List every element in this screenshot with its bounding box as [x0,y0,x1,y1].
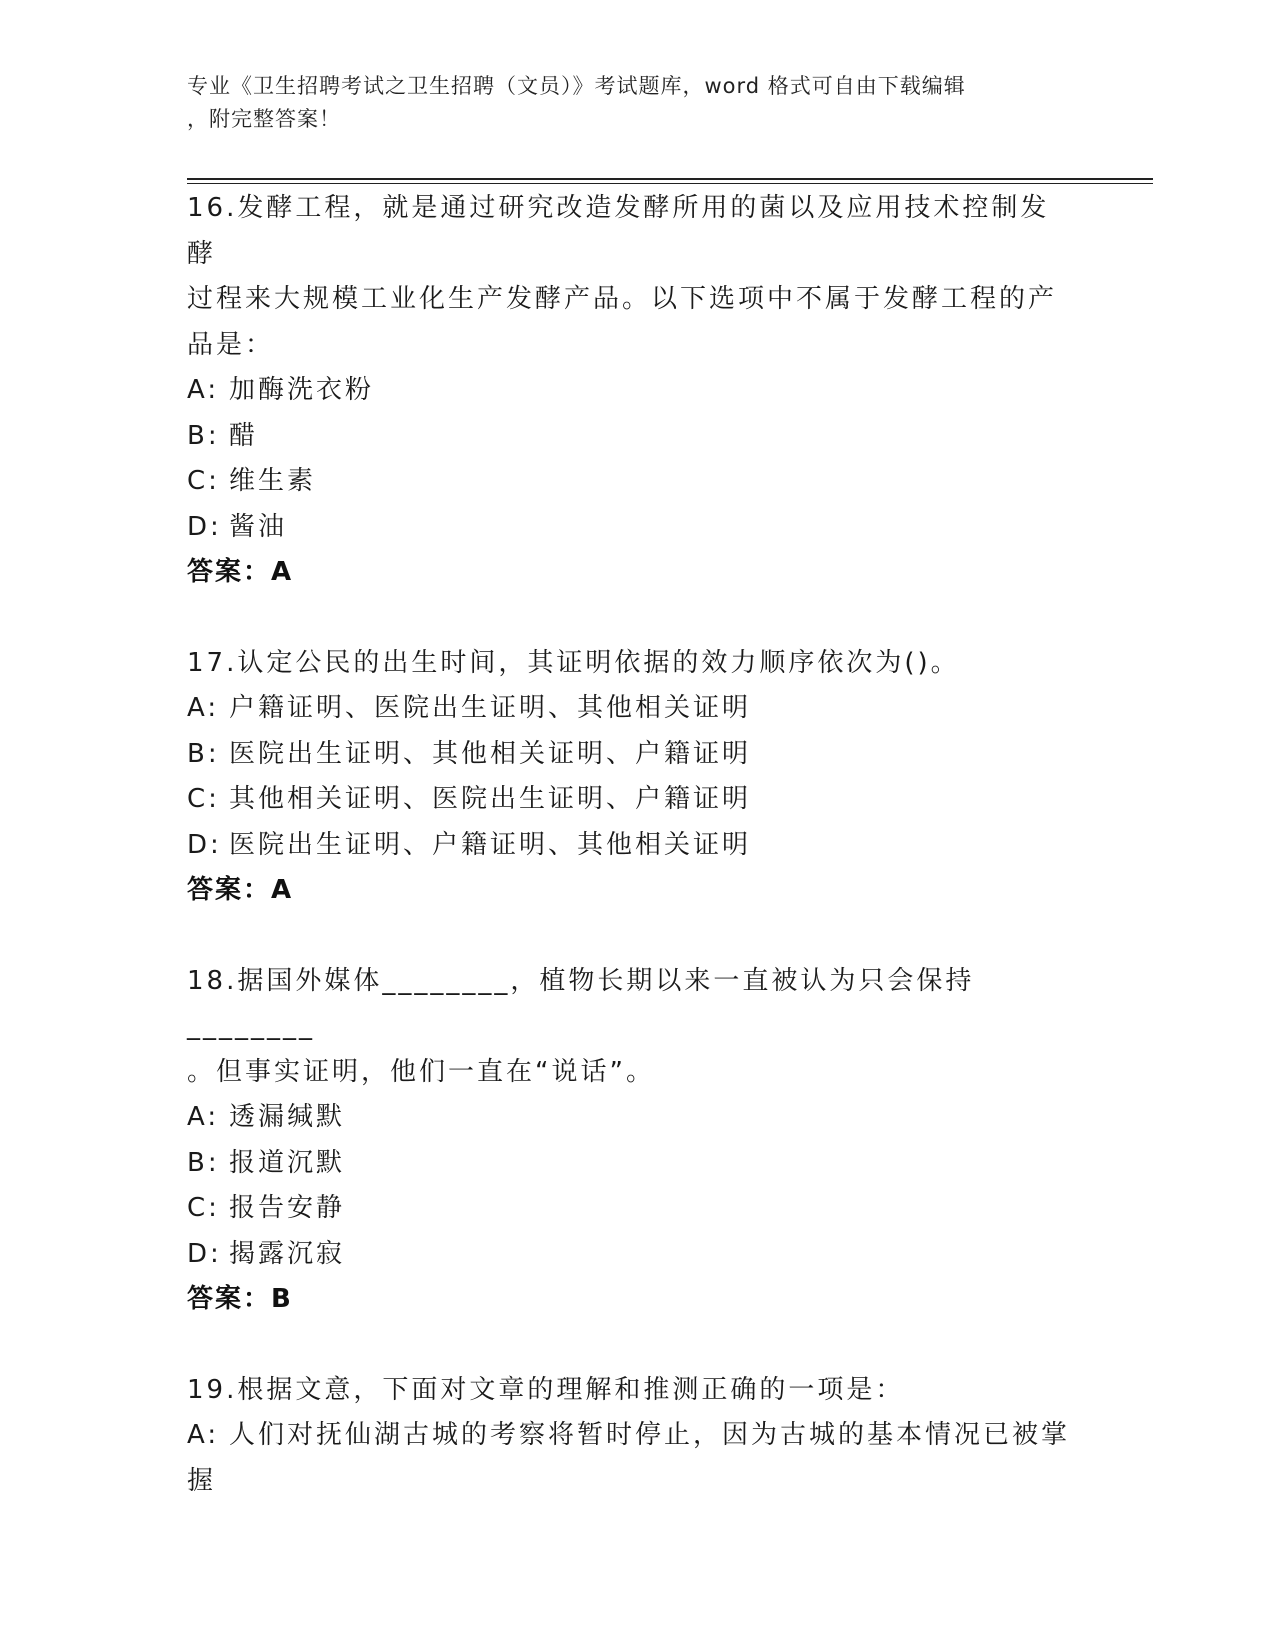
option-letter: D: [187,511,222,542]
option-letter: A: [187,375,220,405]
option-letter: C: [187,466,220,496]
option-text: 医院出生证明、户籍证明、其他相关证明 [229,829,752,860]
question-stem-line: 17.认定公民的出生时间，其证明依据的效力顺序依次为()。 [187,647,960,678]
header-divider-thin [187,183,1153,184]
option-b [187,1141,1067,1187]
question-18 [187,959,1067,1323]
option-d [187,505,1067,551]
header-line-2: ，附完整答案！ [187,107,341,131]
question-stem-line: 品是： [187,329,275,360]
option-text: 醋 [229,420,259,451]
option-text: 加酶洗衣粉 [229,375,375,405]
question-spacer [187,596,1067,641]
option-letter: B: [187,738,220,769]
question-list [187,186,1071,1504]
option-text: 其他相关证明、医院出生证明、户籍证明 [229,784,752,814]
option-letter: B: [187,1147,220,1178]
question-stem-line: 19.根据文意，下面对文章的理解和推测正确的一项是： [187,1374,905,1405]
answer-line: 答案：A [187,557,294,587]
option-text: 维生素 [229,466,317,496]
option-text: 揭露沉寂 [229,1238,346,1269]
option-b [187,414,1067,460]
answer-line: 答案：B [187,1284,293,1314]
option-text: 户籍证明、医院出生证明、其他相关证明 [229,693,752,723]
option-a [187,686,1067,732]
option-d [187,823,1067,869]
option-a [187,1413,1071,1459]
question-17 [187,641,1067,914]
question-stem-line: 过程来大规模工业化生产发酵产品。以下选项中不属于发酵工程的产 [187,284,1058,314]
option-letter: B: [187,420,220,451]
question-16 [187,186,1067,596]
option-d [187,1232,1067,1278]
answer-line: 答案：A [187,875,294,905]
option-c [187,459,1067,505]
question-19 [187,1368,1071,1505]
option-text: 人们对抚仙湖古城的考察将暂时停止，因为古城的基本情况已被掌 [229,1420,1071,1450]
header-divider-thick [187,178,1153,180]
document-header [187,70,1067,136]
option-text-continuation: 握 [187,1465,217,1496]
option-letter: A: [187,1420,220,1450]
option-letter: C: [187,784,220,814]
option-letter: A: [187,1102,220,1132]
option-text: 透漏缄默 [229,1102,346,1132]
option-text: 报道沉默 [229,1147,346,1178]
question-stem-line: 。但事实证明，他们一直在“说话”。 [187,1056,655,1087]
option-c [187,777,1067,823]
header-line-1: 专业《卫生招聘考试之卫生招聘（文员）》考试题库，word 格式可自由下载编辑 [187,74,966,98]
option-letter: C: [187,1193,220,1223]
option-b [187,732,1067,778]
question-spacer [187,914,1067,959]
question-spacer [187,1323,1067,1368]
option-text: 酱油 [229,511,288,542]
option-text: 报告安静 [229,1193,346,1223]
question-stem-line: 18.据国外媒体________，植物长期以来一直被认为只会保持________ [187,965,975,1041]
option-a [187,368,1067,414]
option-letter: D: [187,829,222,860]
option-text: 医院出生证明、其他相关证明、户籍证明 [229,738,752,769]
option-a [187,1095,1067,1141]
option-letter: A: [187,693,220,723]
question-stem-line: 16.发酵工程，就是通过研究改造发酵所用的菌以及应用技术控制发酵 [187,193,1050,269]
option-letter: D: [187,1238,222,1269]
option-c [187,1186,1067,1232]
